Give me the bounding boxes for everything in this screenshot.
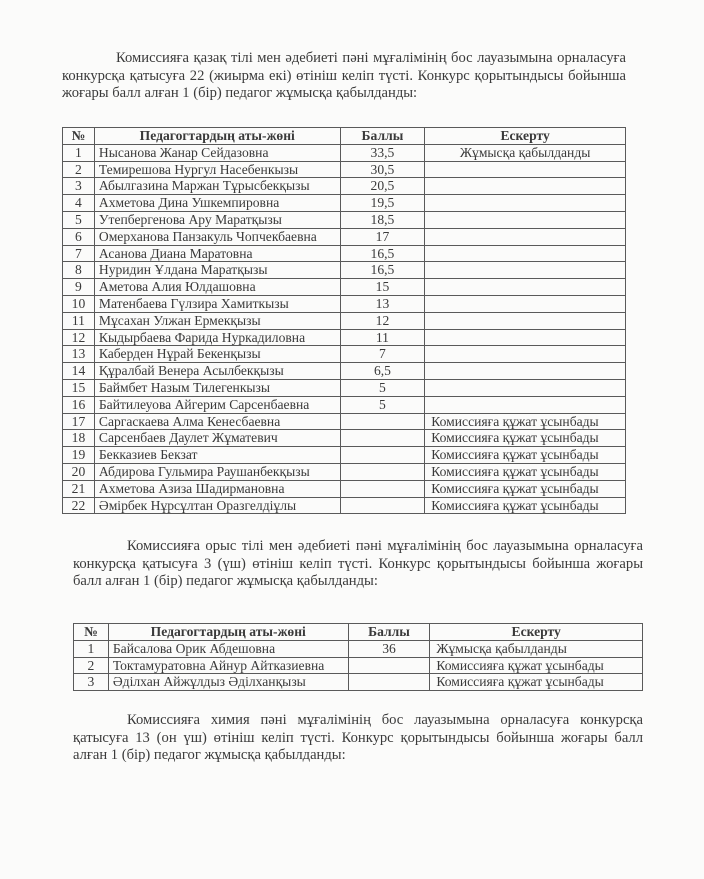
- score-cell: [348, 674, 430, 691]
- teacher-name-cell: Нуридин Ұлдана Маратқызы: [94, 262, 340, 279]
- col-name-header: Педагогтардың аты-жөні: [108, 624, 348, 641]
- note-cell: [425, 178, 626, 195]
- teacher-name-cell: Байсалова Орик Абдешовна: [108, 640, 348, 657]
- note-cell: [425, 279, 626, 296]
- teacher-name-cell: Аметова Алия Юлдашовна: [94, 279, 340, 296]
- table-row: [63, 430, 626, 447]
- note-cell: Комиссияға құжат ұсынбады: [425, 430, 626, 447]
- row-number-cell: 5: [63, 211, 95, 228]
- note-cell: [425, 295, 626, 312]
- score-cell: [340, 463, 425, 480]
- section2-text: Комиссияға орыс тілі мен әдебиеті пәні мұғалімінің бос лауазымына орналасуға конкурсқа қатысуға 3 (үш) өтініш келіп түсті. Конкурс қорытындысы бойынша жоғары балл алған 1 (бір) педагог жұмысқа қабылданды:: [73, 538, 643, 589]
- score-cell: 16,5: [340, 245, 425, 262]
- table-row: [63, 161, 626, 178]
- teacher-name-cell: Саргаскаева Алма Кенесбаевна: [94, 413, 340, 430]
- score-cell: 20,5: [340, 178, 425, 195]
- teacher-name-cell: Баймбет Назым Тилегенкызы: [94, 379, 340, 396]
- row-number-cell: 9: [63, 279, 95, 296]
- score-cell: 12: [340, 312, 425, 329]
- section1-text: Комиссияға қазақ тілі мен әдебиеті пәні мұғалімінің бос лауазымына орналасуға конкурсқа қатысуға 22 (жиырма екі) өтініш келіп түсті. Конкурс қорытындысы бойынша жоғары балл алған 1 (бір) педагог жұмысқа қабылданды:: [62, 50, 626, 101]
- note-cell: Комиссияға құжат ұсынбады: [425, 480, 626, 497]
- table-row: [63, 396, 626, 413]
- row-number-cell: 19: [63, 447, 95, 464]
- teacher-name-cell: Сарсенбаев Даулет Жұматевич: [94, 430, 340, 447]
- note-cell: [425, 346, 626, 363]
- teacher-name-cell: Токтамуратовна Айнур Айтказиевна: [108, 657, 348, 674]
- table-header-row: [74, 624, 643, 641]
- teacher-name-cell: Нысанова Жанар Сейдазовна: [94, 144, 340, 161]
- row-number-cell: 20: [63, 463, 95, 480]
- table-header-row: [63, 128, 626, 145]
- row-number-cell: 16: [63, 396, 95, 413]
- col-note-header: Ескерту: [430, 624, 643, 641]
- teacher-name-cell: Құралбай Венера Асылбекқызы: [94, 363, 340, 380]
- teacher-name-cell: Матенбаева Гүлзира Хамиткызы: [94, 295, 340, 312]
- teacher-name-cell: Утепбергенова Ару Маратқызы: [94, 211, 340, 228]
- col-note-header: Ескерту: [425, 128, 626, 145]
- teacher-name-cell: Омерханова Панзакуль Чопчекбаевна: [94, 228, 340, 245]
- note-cell: [425, 329, 626, 346]
- score-cell: 33,5: [340, 144, 425, 161]
- score-cell: [340, 447, 425, 464]
- table-row: [63, 178, 626, 195]
- score-cell: [348, 657, 430, 674]
- row-number-cell: 1: [74, 640, 109, 657]
- row-number-cell: 2: [63, 161, 95, 178]
- row-number-cell: 7: [63, 245, 95, 262]
- score-cell: 30,5: [340, 161, 425, 178]
- row-number-cell: 1: [63, 144, 95, 161]
- score-cell: 13: [340, 295, 425, 312]
- table-row: [63, 295, 626, 312]
- score-cell: 19,5: [340, 195, 425, 212]
- teacher-name-cell: Ахметова Азиза Шадирмановна: [94, 480, 340, 497]
- table-row: [63, 195, 626, 212]
- table-row: [63, 463, 626, 480]
- section2-paragraph: [73, 538, 643, 591]
- teacher-name-cell: Байтилеуова Айгерим Сарсенбаевна: [94, 396, 340, 413]
- score-cell: 7: [340, 346, 425, 363]
- row-number-cell: 8: [63, 262, 95, 279]
- row-number-cell: 17: [63, 413, 95, 430]
- score-cell: 15: [340, 279, 425, 296]
- table-row: [63, 363, 626, 380]
- score-cell: 17: [340, 228, 425, 245]
- row-number-cell: 22: [63, 497, 95, 514]
- note-cell: Комиссияға құжат ұсынбады: [430, 674, 643, 691]
- teacher-name-cell: Бекказиев Бекзат: [94, 447, 340, 464]
- note-cell: [425, 363, 626, 380]
- table-row: [74, 674, 643, 691]
- score-cell: [340, 497, 425, 514]
- note-cell: [425, 161, 626, 178]
- note-cell: [425, 396, 626, 413]
- score-cell: 16,5: [340, 262, 425, 279]
- teacher-name-cell: Темирешова Нургул Насебенкызы: [94, 161, 340, 178]
- table-row: [63, 346, 626, 363]
- note-cell: Комиссияға құжат ұсынбады: [425, 447, 626, 464]
- russian-teachers-table: [73, 623, 643, 691]
- row-number-cell: 3: [74, 674, 109, 691]
- row-number-cell: 13: [63, 346, 95, 363]
- row-number-cell: 14: [63, 363, 95, 380]
- row-number-cell: 3: [63, 178, 95, 195]
- score-cell: 36: [348, 640, 430, 657]
- row-number-cell: 15: [63, 379, 95, 396]
- score-cell: 5: [340, 396, 425, 413]
- table-row: [63, 228, 626, 245]
- score-cell: [340, 430, 425, 447]
- table-row: [63, 144, 626, 161]
- row-number-cell: 4: [63, 195, 95, 212]
- row-number-cell: 18: [63, 430, 95, 447]
- section3-text: Комиссияға химия пәні мұғалімінің бос лауазымына орналасуға конкурсқа қатысуға 13 (он үш) өтініш келіп түсті. Конкурс қорытындысы бойынша жоғары балл алған 1 (бір) педагог жұмысқа қабылданды:: [73, 712, 643, 763]
- note-cell: [425, 228, 626, 245]
- table-row: [74, 640, 643, 657]
- note-cell: [425, 379, 626, 396]
- note-cell: Жұмысқа қабылданды: [430, 640, 643, 657]
- col-score-header: Баллы: [340, 128, 425, 145]
- table-row: [63, 279, 626, 296]
- note-cell: [425, 312, 626, 329]
- note-cell: [425, 195, 626, 212]
- teacher-name-cell: Әмірбек Нұрсұлтан Оразгелдіұлы: [94, 497, 340, 514]
- teacher-name-cell: Асанова Диана Маратовна: [94, 245, 340, 262]
- note-cell: Жұмысқа қабылданды: [425, 144, 626, 161]
- teacher-name-cell: Каберден Нұрай Бекенқызы: [94, 346, 340, 363]
- teacher-name-cell: Кыдырбаева Фарида Нуркадиловна: [94, 329, 340, 346]
- note-cell: Комиссияға құжат ұсынбады: [430, 657, 643, 674]
- col-name-header: Педагогтардың аты-жөні: [94, 128, 340, 145]
- score-cell: [340, 413, 425, 430]
- teacher-name-cell: Абдирова Гульмира Раушанбекқызы: [94, 463, 340, 480]
- note-cell: Комиссияға құжат ұсынбады: [425, 413, 626, 430]
- row-number-cell: 21: [63, 480, 95, 497]
- table-row: [74, 657, 643, 674]
- teacher-name-cell: Әділхан Айжұлдыз Әділханқызы: [108, 674, 348, 691]
- table-row: [63, 211, 626, 228]
- col-score-header: Баллы: [348, 624, 430, 641]
- teacher-name-cell: Абылгазина Маржан Тұрысбекқызы: [94, 178, 340, 195]
- score-cell: 18,5: [340, 211, 425, 228]
- note-cell: Комиссияға құжат ұсынбады: [425, 463, 626, 480]
- col-number-header: №: [63, 128, 95, 145]
- score-cell: 6,5: [340, 363, 425, 380]
- kazakh-teachers-table: [62, 127, 626, 514]
- table-row: [63, 480, 626, 497]
- row-number-cell: 2: [74, 657, 109, 674]
- row-number-cell: 6: [63, 228, 95, 245]
- score-cell: 5: [340, 379, 425, 396]
- note-cell: [425, 245, 626, 262]
- row-number-cell: 10: [63, 295, 95, 312]
- col-number-header: №: [74, 624, 109, 641]
- row-number-cell: 11: [63, 312, 95, 329]
- teacher-name-cell: Мұсахан Улжан Ермекқызы: [94, 312, 340, 329]
- note-cell: [425, 211, 626, 228]
- note-cell: [425, 262, 626, 279]
- section3-paragraph: [73, 712, 643, 765]
- score-cell: 11: [340, 329, 425, 346]
- row-number-cell: 12: [63, 329, 95, 346]
- note-cell: Комиссияға құжат ұсынбады: [425, 497, 626, 514]
- table-row: [63, 447, 626, 464]
- table-row: [63, 379, 626, 396]
- table-row: [63, 497, 626, 514]
- table-row: [63, 262, 626, 279]
- table-row: [63, 329, 626, 346]
- teacher-name-cell: Ахметова Дина Ушкемпировна: [94, 195, 340, 212]
- score-cell: [340, 480, 425, 497]
- section1-paragraph: [62, 50, 626, 103]
- table-row: [63, 245, 626, 262]
- table-row: [63, 312, 626, 329]
- table-row: [63, 413, 626, 430]
